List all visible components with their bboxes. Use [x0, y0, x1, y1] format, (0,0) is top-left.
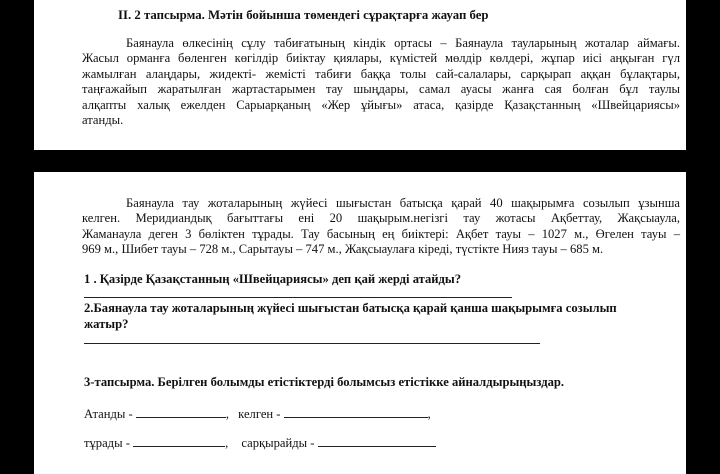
blank-turady[interactable]	[133, 434, 225, 447]
fill-label-kelgen: келген -	[238, 407, 281, 421]
worksheet-page-bottom	[34, 172, 686, 474]
paragraph-line: Баянаула өлкесінің сұлу табиғатының кіндік ортасы – Баянаула тауларының жоталар аймағы.	[126, 36, 680, 50]
task2-heading: II. 2 тапсырма. Мәтін бойынша төмендегі сұрақтарға жауап бер	[118, 8, 489, 22]
answer-line-1[interactable]	[84, 297, 512, 298]
paragraph-line: жамылған алаңдары, жидекті- жемісті табиғи баққа толы сай-салалары, сарқырап аққан бұлақтары,	[82, 66, 680, 81]
answer-line-2[interactable]	[84, 343, 540, 344]
question-2-line-2: жатыр?	[84, 317, 129, 331]
comma-separator: ,	[427, 407, 431, 421]
blank-kelgen[interactable]	[284, 405, 428, 418]
task3-heading: 3-тапсырма. Берілген болымды етістіктерді болымсыз етістікке айналдырыңыздар.	[84, 375, 565, 389]
paragraph-line: Жасыл орманға бөленген көгілдір биіктау қиялары, күмістей мөлдір көлдері, жұпар иісі аңқыған гүл	[82, 51, 680, 66]
comma-separator: ,	[225, 436, 229, 450]
fill-row-1	[84, 405, 431, 422]
paragraph-line: Баянаула тау жоталарының жүйесі шығыстан батысқа қарай 40 шақырымға созылып ұзынша	[126, 196, 680, 210]
text-paragraph-2	[82, 196, 680, 258]
comma-separator: ,	[225, 407, 229, 421]
fill-label-sarkyraidy: сарқырайды -	[241, 436, 315, 450]
paragraph-line: келген. Меридиандық бағыттағы ені 20 шақырым.негізгі тау жотасы Ақбеттау, Жақсыаула,	[82, 211, 680, 226]
fill-label-atandy: Атанды -	[84, 407, 133, 421]
fill-row-2	[84, 434, 436, 451]
paragraph-line: 969 м., Шибет тауы – 728 м., Сарытауы – 747 м., Жақсыаулаға кіреді, түстікте Нияз тауы – 685 м.	[82, 242, 604, 257]
worksheet-page-top	[34, 0, 686, 150]
paragraph-line: Жаманаула деген 3 бөліктен тұрады. Тау басының ең биіктері: Ақбет тауы – 1027 м., Өгелен тауы –	[82, 226, 680, 241]
text-paragraph-1	[82, 36, 680, 128]
fill-label-turady: тұрады -	[84, 436, 130, 450]
paragraph-line: таңғажайып жаратылған жартастарымен тау шыңдары, самал ауасы жанға сая болған бұл таулы	[82, 82, 680, 97]
paragraph-line: атанды.	[82, 113, 124, 128]
paragraph-line: алқапты халық ежелден Сарыарқаның «Жер ұйығы» атаса, қазірде Қазақстанның «Швейцариясы»	[82, 97, 680, 112]
question-2-line-1: 2.Баянаула тау жоталарының жүйесі шығыстан батысқа қарай қанша шақырымға созылып	[84, 301, 617, 315]
blank-atandy[interactable]	[136, 405, 226, 418]
blank-sarkyraidy[interactable]	[318, 434, 436, 447]
question-1: 1 . Қазірде Қазақстанның «Швейцариясы» деп қай жерді атайды?	[84, 272, 462, 286]
